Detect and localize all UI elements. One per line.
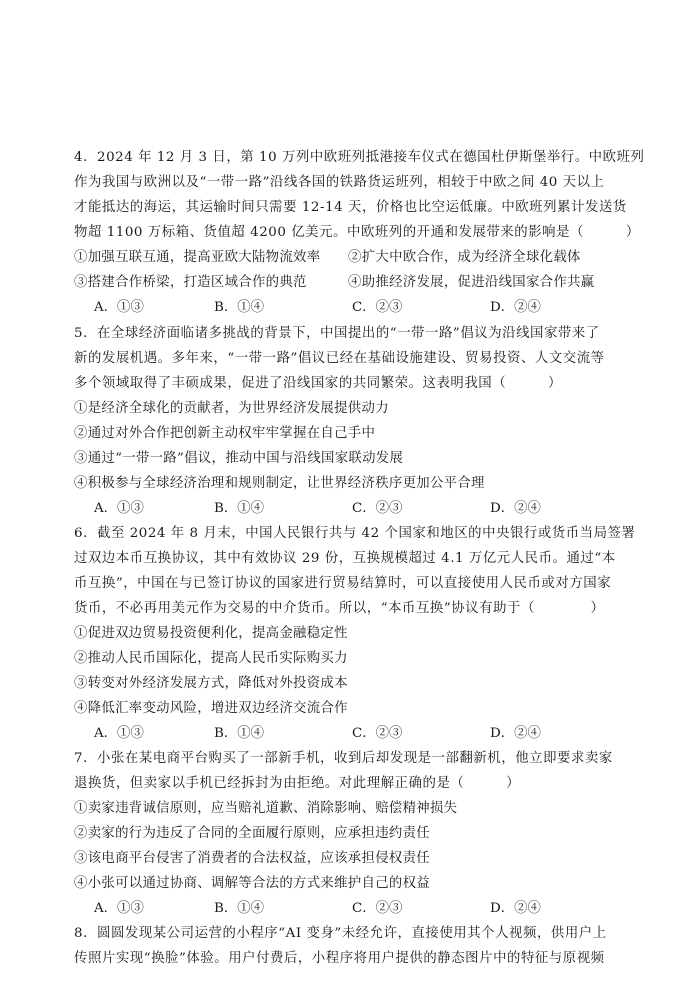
- question-5-option-4: ④积极参与全球经济治理和规则制定，让世界经济秩序更加公平合理: [74, 476, 485, 491]
- question-4-answer-a: A．①③: [94, 300, 144, 315]
- question-4-answers: [94, 299, 650, 317]
- question-4-answer-b: B．①④: [214, 300, 265, 315]
- question-5-stem-line-2: 新的发展机遇。多年来，“一带一路”倡议已经在基础设施建设、贸易投资、人文交流等: [74, 351, 605, 366]
- question-5-answer-a: A．①③: [94, 501, 144, 516]
- question-4-option-2: ②扩大中欧合作，成为经济全球化载体: [348, 250, 581, 265]
- question-8-stem-line-1: 8．圆圆发现某公司运营的小程序“AI 变身”未经允许，直接使用其个人视频，供用户上: [74, 926, 607, 941]
- question-5-option-1: ①是经济全球化的贡献者，为世界经济发展提供动力: [74, 401, 389, 416]
- question-6-option-1: ①促进双边贸易投资便利化，提高金融稳定性: [74, 626, 348, 641]
- question-5-answer-d: D．②④: [490, 501, 541, 516]
- question-7-option-1: ①卖家违背诚信原则，应当赔礼道歉、消除影响、赔偿精神损失: [74, 801, 458, 816]
- question-7-option-2: ②卖家的行为违反了合同的全面履行原则，应承担违约责任: [74, 826, 430, 841]
- question-6-option-3: ③转变对外经济发展方式，降低对外投资成本: [74, 676, 348, 691]
- question-6-answer-d: D．②④: [490, 726, 541, 741]
- question-6-stem-line-3: 币互换”，中国在与已签订协议的国家进行贸易结算时，可以直接使用人民币或对方国家: [74, 576, 612, 591]
- question-8-stem-line-2: 传照片实现“换脸”体验。用户付费后，小程序将用户提供的静态图片中的特征与原视频: [74, 951, 605, 966]
- question-7-stem-line-1: 7．小张在某电商平台购买了一部新手机，收到后却发现是一部翻新机，他立即要求卖家: [74, 751, 613, 766]
- question-4-option-3: ③搭建合作桥梁，打造区域合作的典范: [74, 275, 307, 290]
- question-6-option-2: ②推动人民币国际化，提高人民币实际购买力: [74, 651, 348, 666]
- question-6-answer-a: A．①③: [94, 726, 144, 741]
- question-7-option-4: ④小张可以通过协商、调解等合法的方式来维护自己的权益: [74, 876, 430, 891]
- question-7-answer-b: B．①④: [214, 901, 265, 916]
- question-5-answers: [94, 500, 650, 518]
- question-4-answer-d: D．②④: [490, 300, 541, 315]
- question-5-option-2: ②通过对外合作把创新主动权牢牢掌握在自己手中: [74, 426, 376, 441]
- question-6-stem-line-1: 6．截至 2024 年 8 月末，中国人民银行共与 42 个国家和地区的中央银行或货币当局签署: [74, 526, 636, 541]
- question-4-stem-line-1: 4．2024 年 12 月 3 日，第 10 万列中欧班列抵港接车仪式在德国杜伊斯堡举行。中欧班列: [74, 150, 645, 165]
- question-4-stem-line-3: 才能抵达的海运，其运输时间只需要 12-14 天，价格也比空运低廉。中欧班列累计发送货: [74, 200, 627, 215]
- question-4-stem-line-4: 物超 1100 万标箱、货值超 4200 亿美元。中欧班列的开通和发展带来的影响是（ ）: [74, 225, 640, 240]
- question-6-answer-b: B．①④: [214, 726, 265, 741]
- question-7-answer-c: C．②③: [352, 901, 403, 916]
- question-6-answer-c: C．②③: [352, 726, 403, 741]
- question-7-answers: [94, 900, 650, 918]
- question-7-option-3: ③该电商平台侵害了消费者的合法权益，应该承担侵权责任: [74, 851, 430, 866]
- question-4-options-row-2: [74, 274, 630, 292]
- question-5-stem-line-3: 多个领域取得了丰硕成果，促进了沿线国家的共同繁荣。这表明我国（ ）: [74, 376, 562, 391]
- question-4-answer-c: C．②③: [352, 300, 403, 315]
- question-6-stem-line-2: 过双边本币互换协议，其中有效协议 29 份，互换规模超过 4.1 万亿元人民币。通过“本: [74, 551, 616, 566]
- question-6-option-4: ④降低汇率变动风险，增进双边经济交流合作: [74, 701, 348, 716]
- question-5-stem-line-1: 5．在全球经济面临诸多挑战的背景下，中国提出的“一带一路”倡议为沿线国家带来了: [74, 326, 600, 341]
- question-4-option-1: ①加强互联互通，提高亚欧大陆物流效率: [74, 250, 321, 265]
- question-6-stem-line-4: 货币，不必再用美元作为交易的中介货币。所以，“本币互换”协议有助于（ ）: [74, 601, 605, 616]
- question-7-answer-d: D．②④: [490, 901, 541, 916]
- question-6-answers: [94, 725, 650, 743]
- question-7-stem-line-2: 退换货，但卖家以手机已经拆封为由拒绝。对此理解正确的是（ ）: [74, 776, 521, 791]
- question-5-option-3: ③通过“一带一路”倡议，推动中国与沿线国家联动发展: [74, 451, 404, 466]
- question-4-options-row-1: [74, 249, 630, 267]
- question-5-answer-c: C．②③: [352, 501, 403, 516]
- question-4-stem-line-2: 作为我国与欧洲以及“一带一路”沿线各国的铁路货运班列，相较于中欧之间 40 天以上: [74, 175, 605, 190]
- question-4-option-4: ④助推经济发展，促进沿线国家合作共赢: [348, 275, 595, 290]
- question-5-answer-b: B．①④: [214, 501, 265, 516]
- question-7-answer-a: A．①③: [94, 901, 144, 916]
